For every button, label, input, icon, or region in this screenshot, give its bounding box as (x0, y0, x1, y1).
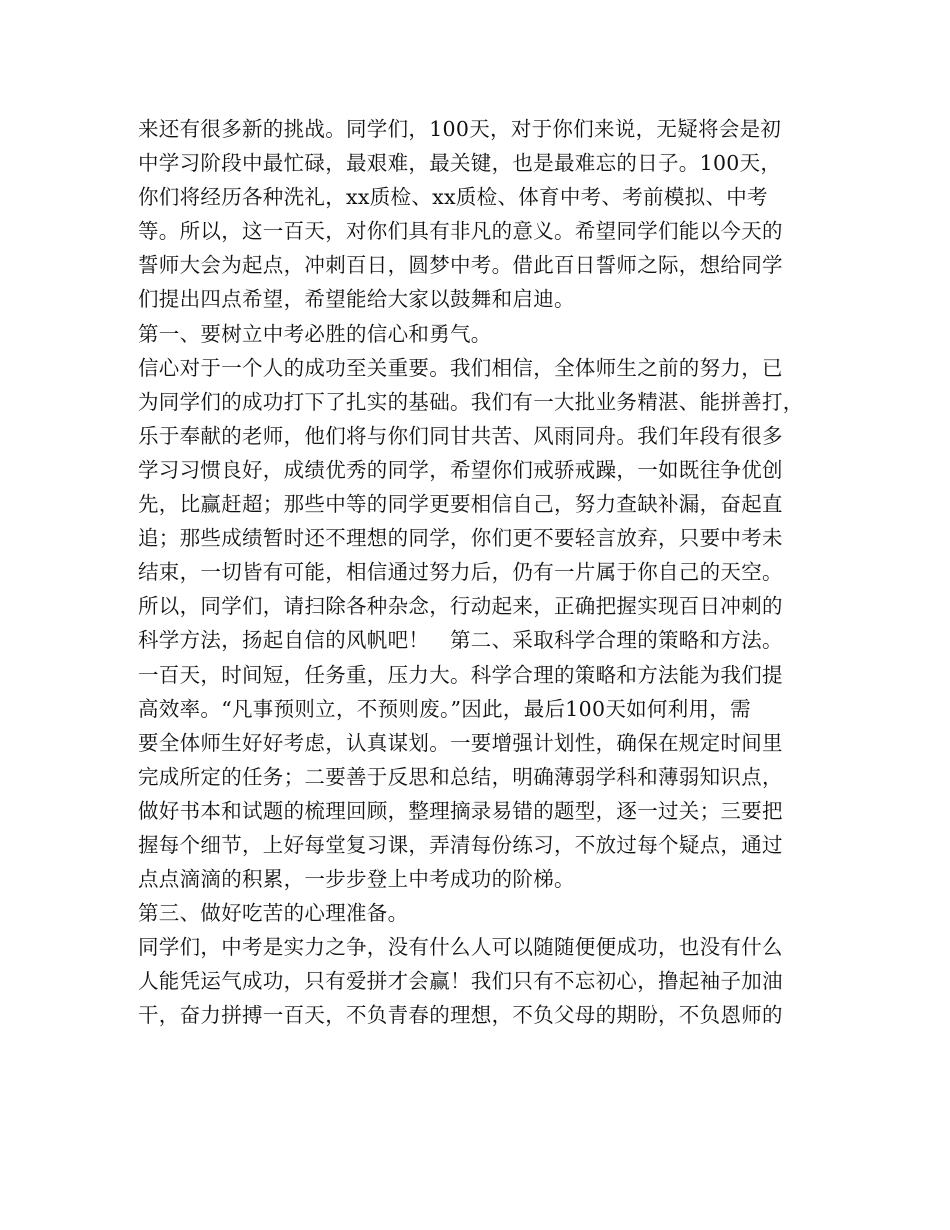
text-line: 先，比赢赶超；那些中等的同学更要相信自己，努力查缺补漏，奋起直 (138, 492, 783, 517)
document-body (138, 112, 828, 1033)
text-line: 们提出四点希望，希望能给大家以鼓舞和启迪。 (138, 287, 575, 312)
text-line: 等。所以，这一百天，对你们具有非凡的意义。希望同学们能以今天的 (138, 219, 783, 244)
text-line: 握每个细节，上好每堂复习课，弄清每份练习，不放过每个疑点，通过 (138, 832, 783, 857)
text-line: 学习习惯良好，成绩优秀的同学，希望你们戒骄戒躁，一如既往争优创 (138, 457, 783, 482)
text-line: 你们将经历各种洗礼，xx质检、xx质检、体育中考、考前模拟、中考 (138, 185, 768, 210)
text-line: 高效率。“凡事预则立，不预则废。”因此，最后100天如何利用，需 (138, 696, 751, 721)
section-heading: 第三、做好吃苦的心理准备。 (138, 901, 409, 926)
text-line: 誓师大会为起点，冲刺百日，圆梦中考。借此百日誓师之际，想给同学 (138, 253, 783, 278)
text-line: 结束，一切皆有可能，相信通过努力后，仍有一片属于你自己的天空。 (138, 560, 783, 585)
text-line: 做好书本和试题的梳理回顾，整理摘录易错的题型，逐一过关；三要把 (138, 798, 783, 823)
text-line: 来还有很多新的挑战。同学们，100天，对于你们来说，无疑将会是初 (138, 117, 782, 141)
text-line: 科学方法，扬起自信的风帆吧！ 第二、采取科学合理的策略和方法。 (138, 628, 783, 653)
text-line: 乐于奉献的老师，他们将与你们同甘共苦、风雨同舟。我们年段有很多 (138, 423, 783, 448)
text-line: 中学习阶段中最忙碌，最艰难，最关键，也是最难忘的日子。100天， (138, 151, 782, 176)
text-line: 干，奋力拼搏一百天，不负青春的理想，不负父母的期盼，不负恩师的 (138, 1003, 783, 1028)
text-line: 所以，同学们，请扫除各种杂念，行动起来，正确把握实现百日冲刺的 (138, 594, 783, 619)
text-line: 追；那些成绩暂时还不理想的同学，你们更不要轻言放弃，只要中考未 (138, 526, 783, 551)
text-line: 人能凭运气成功，只有爱拼才会赢！我们只有不忘初心，撸起袖子加油 (138, 969, 783, 994)
text-line: 要全体师生好好考虑，认真谋划。一要增强计划性，确保在规定时间里 (138, 730, 783, 755)
text-line: 完成所定的任务；二要善于反思和总结，明确薄弱学科和薄弱知识点， (138, 764, 783, 789)
text-line: 一百天，时间短，任务重，压力大。科学合理的策略和方法能为我们提 (138, 662, 783, 687)
text-line: 点点滴滴的积累，一步步登上中考成功的阶梯。 (138, 867, 575, 892)
text-line: 信心对于一个人的成功至关重要。我们相信，全体师生之前的努力，已 (138, 355, 783, 380)
text-line: 同学们，中考是实力之争，没有什么人可以随随便便成功，也没有什么 (138, 935, 783, 960)
section-heading: 第一、要树立中考必胜的信心和勇气。 (138, 321, 492, 346)
text-line: 为同学们的成功打下了扎实的基础。我们有一大批业务精湛、能拼善打， (138, 389, 804, 414)
